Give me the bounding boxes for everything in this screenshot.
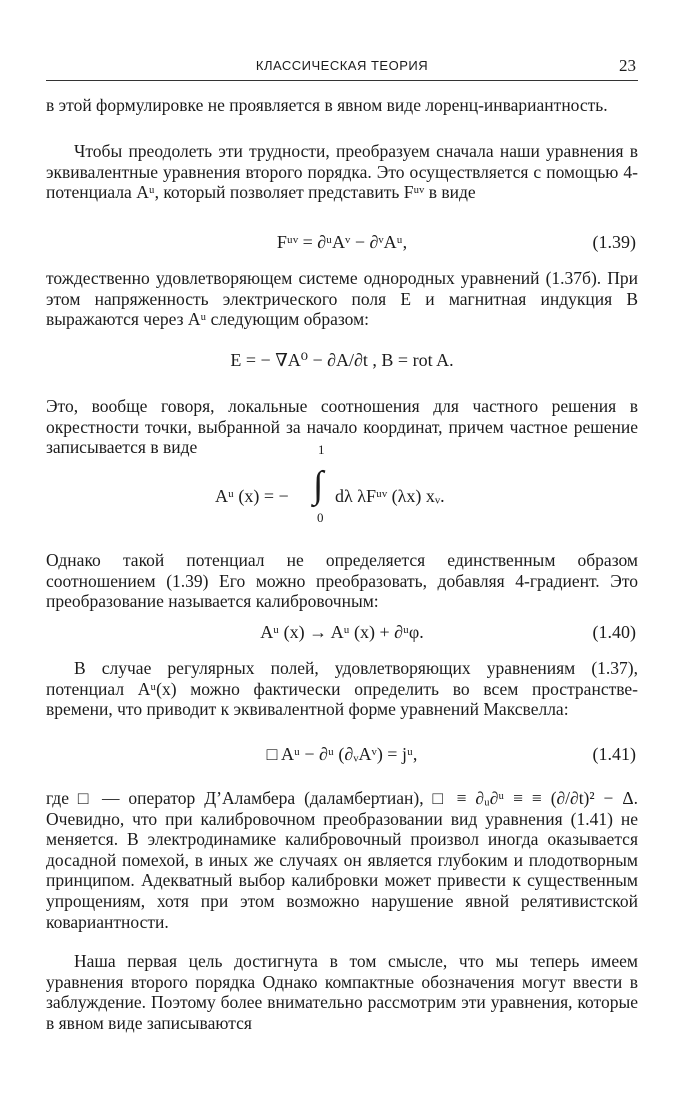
paragraph-4: Это, вообще говоря, локальные соотношения для частного решения в окрестности точки, выбранной за начало координат, причем частное решение записывается в виде [46,396,638,458]
equation-body: Aᵘ (x) → Aᵘ (x) + ∂ᵘφ. [260,622,424,642]
running-title: КЛАССИЧЕСКАЯ ТЕОРИЯ [255,58,429,73]
running-header [46,54,638,78]
paragraph-3: тождественно удовлетворяющем системе однородных уравнений (1.37б). При этом напряженность электрического поля E и магнитная индукция B выражаются через Aᵘ следующим образом: [46,268,638,330]
equation-number: (1.39) [592,232,636,252]
integral-lhs: Aᵘ (x) = − [215,486,289,506]
equation-integral [200,440,500,530]
equation-body: Fᵘᵛ = ∂ᵘAᵛ − ∂ᵛAᵘ, [276,232,408,252]
integral-upper-limit: 1 [318,442,325,457]
equation-1-39 [46,232,638,256]
equation-body: □ Aᵘ − ∂ᵘ (∂ᵥAᵛ) = jᵘ, [266,744,418,764]
integral-lower-limit: 0 [317,510,324,525]
equation-body: E = − ∇A⁰ − ∂A/∂t , B = rot A. [230,350,454,370]
equation-number: (1.40) [592,622,636,642]
paragraph-8: Наша первая цель достигнута в том смысле, что мы теперь имеем уравнения второго порядка Однако компактные обозначения могут ввести в заблуждение. Поэтому более внимательно рассмотрим эти уравнения, которые в явном виде записываются [46,951,638,1033]
paragraph-5: Однако такой потенциал не определяется единственным образом соотношением (1.39) Его можно преобразовать, добавляя 4-градиент. Это преобразование называется калибровочным: [46,550,638,612]
paragraph-2: Чтобы преодолеть эти трудности, преобразуем сначала наши уравнения в эквивалентные уравнения второго порядка. Это осуществляется с помощью 4-потенциала Aᵘ, который позволяет представить Fᵘᵛ в виде [46,141,638,203]
equation-number: (1.41) [592,744,636,764]
equation-e-b [46,350,638,374]
integral-integrand: dλ λFᵘᵛ (λx) xᵥ. [335,486,445,506]
equation-1-41 [46,744,638,768]
integral-sign: ∫ [313,464,324,506]
equation-1-40 [46,622,638,646]
paragraph-7: где □ — оператор Д’Аламбера (даламбертиан), □ ≡ ∂ᵤ∂ᵘ ≡ ≡ (∂/∂t)² − Δ. Очевидно, что при калибровочном преобразовании вид уравнения (1.41) не меняется. В электродинамике калибровочный произвол иногда оказывается досадной помехой, в иных же случаях он является глубоким и плодотворным принципом. Адекватный выбор калибровки может привести к существенным упрощениям, хотя при этом возможно нарушение явной релятивистской ковариантности. [46,788,638,932]
paragraph-1: в этой формулировке не проявляется в явном виде лоренц-инвариантность. [46,95,608,115]
paragraph-6: В случае регулярных полей, удовлетворяющих уравнениям (1.37), потенциал Aᵘ(x) можно фактически определить во всем пространстве-времени, что приводит к эквивалентной форме уравнений Максвелла: [46,658,638,720]
header-rule [46,80,638,81]
page-number: 23 [619,56,636,75]
